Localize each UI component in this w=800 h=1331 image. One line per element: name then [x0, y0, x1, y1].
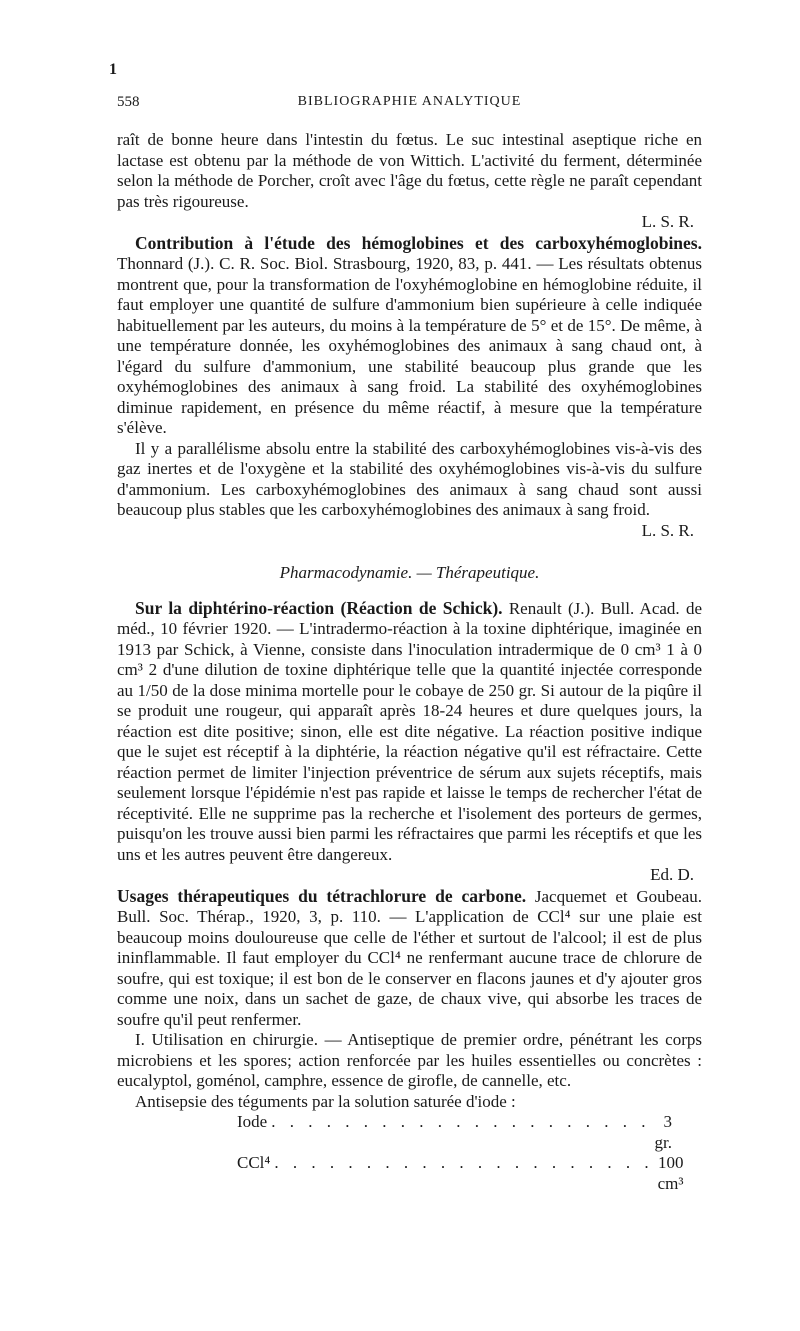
article-contribution	[117, 233, 702, 439]
recipe-row	[237, 1112, 672, 1153]
signature-1: L. S. R.	[641, 212, 694, 231]
running-head: BIBLIOGRAPHIE ANALYTIQUE	[297, 94, 522, 109]
article-body-1: — Les résultats obtenus montrent que, pour la transformation de l'oxyhémoglobine en hémoglobine réduite, il faut employer une quantité de sulfure d'ammonium bien supérieure à celle indiquée habituellement par les auteurs, du moins à la température de 5° et de 15°. De même, à une température donnée, les oxyhémoglobines des animaux à sang chaud ont, à l'égard du sulfure d'ammonium, une stabilité beaucoup plus grande que les oxyhémoglobines des animaux à sang froid. La stabilité des oxyhémoglobines diminue rapidement, en présence du même réactif, à mesure que la température s'élève.	[117, 254, 702, 437]
article-diphterino	[117, 598, 702, 866]
signature-2: L. S. R.	[641, 520, 694, 540]
article-body-3: — L'application de CCl⁴ sur une plaie est beaucoup moins douloureuse que celle de l'éther et surtout de l'alcool; il est de plus ininflammable. Il faut employer du CCl⁴ ne renfermant aucune trace de chlorure de soufre, qui est toxique; il est bon de le conserver en flacons jaunes et d'y ajouter gros comme une noix, dans un sachet de gaze, de chaux vive, qui absorbe les traces de soufre qu'il peut renfermer.	[117, 907, 703, 1029]
recipe-row	[237, 1153, 684, 1194]
continued-paragraph: raît de bonne heure dans l'intestin du fœtus. Le suc intestinal aseptique riche en lactase est obtenu par la méthode de von Wittich. L'activité du ferment, déterminée selon la méthode de Porcher, croît avec l'âge du fœtus, cette règle ne paraît cependant pas très rigoureuse.	[117, 130, 702, 211]
leader-dots: . . . . . . . . . . . . . . . . . . . . .	[271, 1112, 651, 1131]
leader-dots: . . . . . . . . . . . . . . . . . . . . .	[274, 1153, 654, 1172]
article-ref-1: Thonnard (J.). C. R. Soc. Biol. Strasbourg, 1920, 83, p. 441.	[117, 254, 532, 273]
article-title-1: Contribution à l'étude des hémoglobines et des carboxyhémoglobines.	[135, 232, 702, 253]
recipe-table	[237, 1112, 684, 1194]
recipe-item: CCl⁴	[237, 1153, 271, 1172]
signature-3: Ed. D.	[650, 865, 694, 884]
section-heading: Pharmacodynamie. — Thérapeutique.	[279, 563, 540, 582]
recipe-qty: 3 gr.	[654, 1112, 672, 1152]
page-number: 558	[117, 94, 140, 110]
article-tetrachlorure	[117, 886, 702, 1031]
page-body	[117, 130, 702, 1194]
article-body-3c: Antisepsie des téguments par la solution saturée d'iode :	[135, 1091, 516, 1111]
page-header	[117, 92, 702, 114]
article-ref-3: Jacquemet et Goubeau. Bull. Soc. Thérap., 1920, 3, p. 110.	[117, 886, 702, 926]
article-title-3: Usages thérapeutiques du tétrachlorure de carbone.	[117, 885, 527, 906]
recipe-qty: 100 cm³	[657, 1153, 684, 1193]
article-body-2: — L'intradermo-réaction à la toxine diphtérique, imaginée en 1913 par Schick, à Vienne, consiste dans l'inoculation intradermique de 0 cm³ 1 à 0 cm³ 2 d'une dilution de toxine diphtérique telle que la quantité injectée corresponde au 1/50 de la dose minima mortelle pour le cobaye de 250 gr. Si autour de la piqûre il se produit une rougeur, qui apparaît après 18-24 heures et dure quelques jours, la réaction est dite positive; sinon, elle est dite négative. La réaction positive indique que le sujet est réceptif à la diphtérie, la réaction négative qu'il est réfractaire. Cette réaction permet de limiter l'injection préventrice de sérum aux sujets réceptifs, mais seulement lorsque l'épidémie n'est pas rapide et laisse le temps de rechercher l'état de réceptivité. Elle ne supprime pas la recherche et l'isolement des porteurs de germes, puisqu'on les trouve aussi bien parmi les réfractaires que parmi les réceptifs et que les uns et les autres peuvent être dangereux.	[117, 619, 702, 864]
article-ref-2: Renault (J.). Bull. Acad. de méd., 10 février 1920.	[117, 598, 702, 638]
page-mark: 1	[109, 61, 117, 78]
article-body-1b: Il y a parallélisme absolu entre la stabilité des carboxyhémoglobines vis-à-vis des gaz inertes et de l'oxygène et la stabilité des oxyhémoglobines vis-à-vis du sulfure d'ammonium. Les carboxyhémoglobines des animaux à sang chaud sont aussi beaucoup plus stables que les carboxyhémoglobines des animaux à sang froid.	[117, 438, 702, 519]
recipe-item: Iode	[237, 1112, 268, 1131]
article-title-2: Sur la diphtérino-réaction (Réaction de Schick).	[135, 597, 503, 618]
article-body-3b: I. Utilisation en chirurgie. — Antiseptique de premier ordre, pénétrant les corps microbiens et les spores; action renforcée par les huiles essentielles ou concrètes : eucalyptol, goménol, camphre, essence de girofle, de cannelle, etc.	[117, 1030, 702, 1090]
